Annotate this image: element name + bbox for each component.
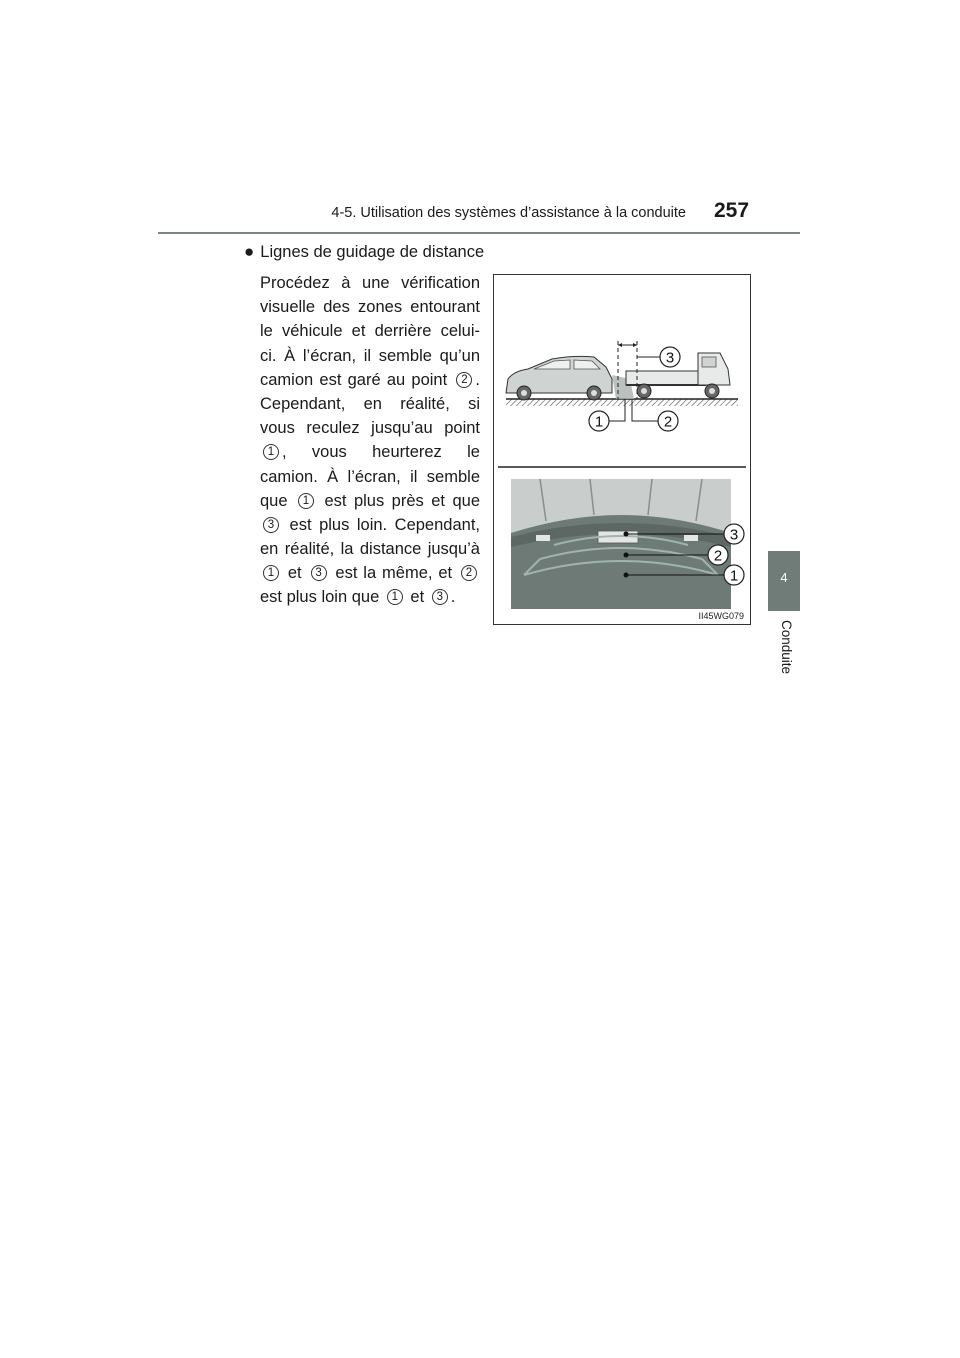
callout-number-icon: 1: [387, 589, 403, 605]
car-illustration: [506, 356, 612, 400]
body-text-segment: ci. À l’écran, il semble qu’un: [260, 346, 480, 365]
body-text-segment: que: [260, 491, 295, 510]
figure-code: II45WG079: [698, 611, 744, 621]
body-line: [260, 295, 480, 319]
body-line: [260, 537, 480, 561]
chapter-number: 4: [780, 570, 788, 585]
callout-screen-2: [708, 545, 728, 565]
body-text-segment: et: [405, 588, 429, 607]
svg-text:1: 1: [594, 413, 604, 431]
callout-number-icon: 3: [311, 565, 327, 581]
callout-screen-1: [724, 565, 744, 585]
callout-top-2: [658, 411, 678, 431]
body-text-segment: est plus loin. Cependant,: [282, 515, 480, 534]
body-text-segment: Cependant, en réalité, si: [260, 394, 480, 413]
svg-text:2: 2: [713, 547, 723, 565]
callout-number-icon: 2: [456, 372, 472, 388]
svg-text:2: 2: [663, 413, 673, 431]
body-line: [260, 271, 480, 295]
page-number: 257: [714, 199, 750, 222]
body-line: [260, 416, 480, 440]
header-section-title: 4-5. Utilisation des systèmes d’assistance à la conduite: [331, 205, 686, 221]
figure-box: [493, 274, 751, 625]
callout-number-icon: 1: [298, 493, 314, 509]
camera-screen-view: [511, 479, 744, 609]
callout-number-icon: 2: [461, 565, 477, 581]
body-line: [260, 392, 480, 416]
body-text-segment: est la même, et: [329, 564, 458, 583]
body-line: [260, 344, 480, 368]
svg-text:3: 3: [729, 526, 739, 544]
body-text-segment: camion est garé au point: [260, 370, 454, 389]
body-line: [260, 319, 480, 343]
body-text-segment: .: [475, 370, 480, 389]
body-line: [260, 368, 480, 392]
header-rule: [158, 232, 800, 234]
body-text-segment: en réalité, la distance jusqu’à: [260, 540, 480, 559]
side-view-scene: [506, 341, 738, 431]
body-text-segment: .: [450, 588, 456, 607]
body-text-segment: camion. À l’écran, il semble: [260, 467, 480, 486]
body-text-segment: visuelle des zones entourant: [260, 298, 480, 317]
section-heading: [244, 242, 484, 262]
body-text-segment: Procédez à une vérification: [260, 274, 480, 292]
callout-number-icon: 1: [263, 565, 279, 581]
body-text-segment: , vous heurterez le: [282, 443, 480, 462]
callout-number-icon: 3: [263, 517, 279, 533]
callout-top-1: [589, 411, 609, 431]
svg-text:1: 1: [729, 567, 739, 585]
distance-guide-figure: [494, 275, 750, 624]
callout-screen-3: [724, 524, 744, 544]
bullet-icon: ●: [244, 242, 255, 261]
callout-number-icon: 1: [263, 444, 279, 460]
svg-text:3: 3: [665, 349, 675, 367]
body-text-segment: vous reculez jusqu’au point: [260, 419, 480, 438]
chapter-label: Conduite: [779, 620, 794, 675]
ground-hatch: [506, 399, 738, 406]
body-text-segment: et: [282, 564, 308, 583]
callout-number-icon: 3: [432, 589, 448, 605]
body-line: [260, 465, 480, 489]
body-line: [260, 561, 480, 585]
callout-top-3: [660, 347, 680, 367]
body-text-segment: est plus loin que: [260, 588, 384, 607]
body-text-segment: est plus près et que: [317, 491, 480, 510]
body-line: [260, 585, 480, 609]
body-line: [260, 513, 480, 537]
body-line: [260, 489, 480, 513]
body-line: [260, 440, 480, 464]
body-paragraph: [260, 271, 480, 610]
chapter-tab: [768, 551, 800, 611]
section-heading-text: Lignes de guidage de distance: [260, 243, 485, 261]
body-text-segment: le véhicule et derrière celui-: [260, 322, 480, 341]
